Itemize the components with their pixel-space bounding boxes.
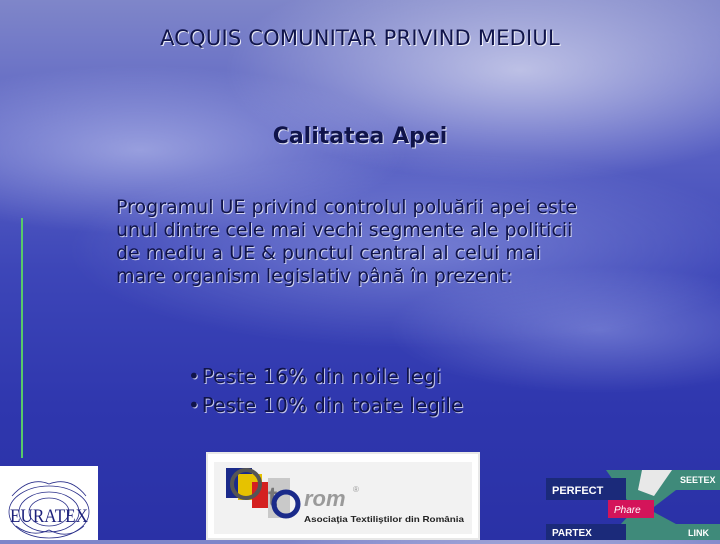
- phare-perfect-text: PERFECT: [552, 485, 604, 497]
- bullet-item: [188, 391, 463, 420]
- euratex-logo-text: EURATEX: [10, 506, 89, 527]
- atr-caption-text: Asociaţia Textiliştilor din România: [304, 514, 465, 524]
- slide-title: ACQUIS COMUNITAR PRIVIND MEDIUL: [160, 26, 560, 50]
- bullet-item: [188, 362, 463, 391]
- slide-subtitle: Calitatea Apei: [272, 124, 448, 149]
- svg-text:t: t: [268, 481, 278, 512]
- phare-top-text: SEETEX: [680, 475, 716, 485]
- bullet-text: Peste 16% din noile legi: [201, 364, 442, 388]
- euratex-logo: [0, 466, 98, 540]
- svg-text:®: ®: [353, 485, 359, 494]
- phare-logo-icon: [546, 470, 720, 540]
- phare-link-text: LINK: [688, 528, 709, 538]
- phare-bottom-text: PARTEX: [552, 528, 592, 539]
- atr-rom-logo-icon: [208, 454, 478, 538]
- euratex-logo-icon: [0, 466, 98, 540]
- bullet-text: Peste 10% din toate legile: [201, 393, 464, 417]
- phare-logo: [546, 470, 720, 540]
- decorative-divider: [21, 218, 23, 458]
- atr-brand-text: rom: [304, 486, 346, 511]
- bullet-dot-icon: •: [188, 364, 200, 388]
- atr-rom-logo: [206, 452, 480, 540]
- slide-paragraph: Programul UE privind controlul poluării apei este unul dintre cele mai vechi segmente ale politicii de mediu a UE & punctul central al celui mai mare organism legislativ până în prezent:: [116, 196, 578, 287]
- bullet-list: [188, 362, 463, 420]
- bullet-dot-icon: •: [188, 393, 200, 417]
- phare-name-text: Phare: [614, 505, 641, 516]
